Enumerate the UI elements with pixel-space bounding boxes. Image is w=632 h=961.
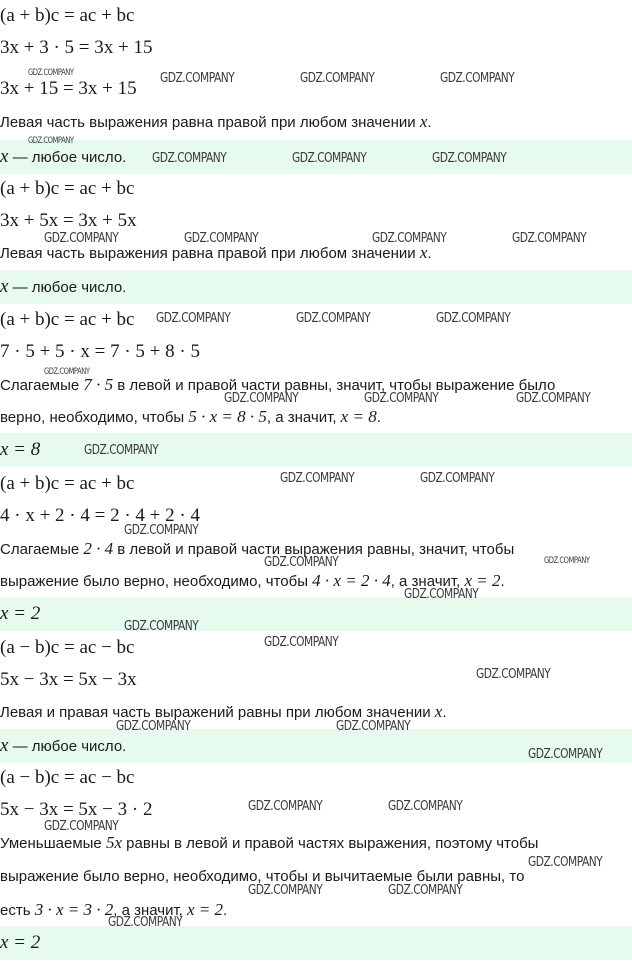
explanation-text: есть 3 · x = 3 · 2, а значит, x = 2.: [0, 900, 228, 919]
watermark: GDZ.COMPANY: [528, 747, 603, 762]
watermark: GDZ.COMPANY: [152, 151, 227, 166]
explanation-text: выражение было верно, необходимо, чтобы и вычитаемые были равны, то: [0, 868, 525, 885]
formula-line: (a + b)c = ac + bc: [0, 473, 135, 494]
watermark: GDZ.COMPANY: [528, 855, 603, 870]
watermark: GDZ.COMPANY: [124, 619, 199, 634]
equation-line: 5x − 3x = 5x − 3x: [0, 669, 137, 690]
explanation-text: Левая часть выражения равна правой при любом значении x.: [0, 112, 432, 131]
watermark: GDZ.COMPANY: [124, 523, 199, 538]
answer-box: x = 2: [0, 926, 632, 960]
formula-line: (a − b)c = ac − bc: [0, 767, 135, 788]
watermark: GDZ.COMPANY: [476, 667, 551, 682]
watermark: GDZ.COMPANY: [512, 231, 587, 246]
explanation-text: Слагаемые 2 · 4 в левой и правой части выражения равны, значит, чтобы: [0, 539, 515, 558]
watermark: GDZ.COMPANY: [372, 231, 447, 246]
watermark: GDZ.COMPANY: [248, 883, 323, 898]
watermark: GDZ.COMPANY: [440, 71, 515, 86]
explanation-text: верно, необходимо, чтобы 5 · x = 8 · 5, а значит, x = 8.: [0, 407, 381, 426]
formula-line: (a + b)c = ac + bc: [0, 5, 135, 26]
watermark: GDZ.COMPANY: [432, 151, 507, 166]
formula-line: (a − b)c = ac − bc: [0, 637, 135, 658]
equation-line: 3x + 5x = 3x + 5x: [0, 210, 137, 231]
watermark: GDZ.COMPANY: [248, 799, 323, 814]
watermark: GDZ.COMPANY: [336, 719, 411, 734]
watermark: GDZ.COMPANY: [44, 367, 90, 377]
equation-line: 5x − 3x = 5x − 3 · 2: [0, 799, 153, 820]
watermark: GDZ.COMPANY: [280, 471, 355, 486]
explanation-text: Левая часть выражения равна правой при любом значении x.: [0, 243, 432, 262]
formula-line: (a + b)c = ac + bc: [0, 309, 135, 330]
watermark: GDZ.COMPANY: [156, 311, 231, 326]
watermark: GDZ.COMPANY: [388, 799, 463, 814]
equation-line: 4 · x + 2 · 4 = 2 · 4 + 2 · 4: [0, 505, 200, 526]
equation-line: 7 · 5 + 5 · x = 7 · 5 + 8 · 5: [0, 341, 200, 362]
watermark: GDZ.COMPANY: [300, 71, 375, 86]
watermark: GDZ.COMPANY: [28, 136, 74, 146]
watermark: GDZ.COMPANY: [84, 443, 159, 458]
equation-line: 3x + 15 = 3x + 15: [0, 78, 137, 99]
watermark: GDZ.COMPANY: [264, 635, 339, 650]
watermark: GDZ.COMPANY: [404, 587, 479, 602]
watermark: GDZ.COMPANY: [44, 231, 119, 246]
watermark: GDZ.COMPANY: [436, 311, 511, 326]
explanation-text: Уменьшаемые 5x равны в левой и правой частях выражения, поэтому чтобы: [0, 833, 539, 852]
answer-box: x — любое число.: [0, 270, 632, 304]
explanation-text: Левая и правая часть выражений равны при любом значении x.: [0, 702, 447, 721]
answer-box: x = 2: [0, 597, 632, 631]
answer-box: x — любое число.: [0, 140, 632, 174]
watermark: GDZ.COMPANY: [420, 471, 495, 486]
watermark: GDZ.COMPANY: [116, 719, 191, 734]
watermark: GDZ.COMPANY: [224, 391, 299, 406]
watermark: GDZ.COMPANY: [108, 915, 183, 930]
equation-line: 3x + 3 · 5 = 3x + 15: [0, 37, 153, 58]
watermark: GDZ.COMPANY: [388, 883, 463, 898]
watermark: GDZ.COMPANY: [264, 555, 339, 570]
answer-box: x — любое число.: [0, 729, 632, 763]
watermark: GDZ.COMPANY: [364, 391, 439, 406]
watermark: GDZ.COMPANY: [544, 556, 590, 566]
answer-box: x = 8: [0, 433, 632, 467]
watermark: GDZ.COMPANY: [44, 819, 119, 834]
watermark: GDZ.COMPANY: [296, 311, 371, 326]
explanation-text: выражение было верно, необходимо, чтобы 4 · x = 2 · 4, а значит, x = 2.: [0, 571, 505, 590]
watermark: GDZ.COMPANY: [184, 231, 259, 246]
formula-line: (a + b)c = ac + bc: [0, 178, 135, 199]
watermark: GDZ.COMPANY: [160, 71, 235, 86]
watermark: GDZ.COMPANY: [28, 68, 74, 78]
watermark: GDZ.COMPANY: [292, 151, 367, 166]
watermark: GDZ.COMPANY: [516, 391, 591, 406]
explanation-text: Слагаемые 7 · 5 в левой и правой части равны, значит, чтобы выражение было: [0, 375, 556, 394]
